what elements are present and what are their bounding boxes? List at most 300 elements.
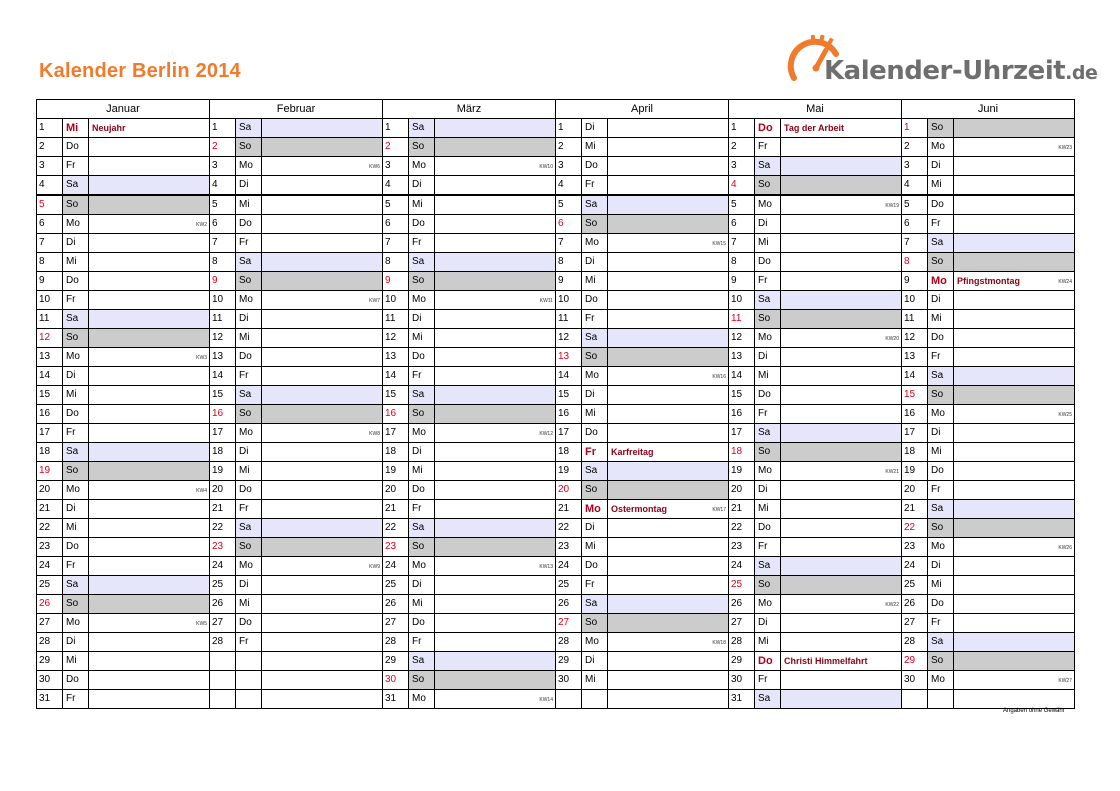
day-note (262, 329, 383, 348)
day-note (781, 500, 902, 519)
weekday: Fr (755, 671, 781, 690)
day-note (262, 652, 383, 671)
day-note (954, 310, 1075, 329)
day-note (435, 557, 556, 576)
day-note (262, 519, 383, 538)
weekday: Mi (928, 443, 954, 462)
logo-text: Kalender-Uhrzeit (824, 56, 1066, 86)
calendar-row (37, 557, 1075, 576)
weekday: Do (755, 386, 781, 405)
weekday: Di (928, 157, 954, 176)
day-number: 26 (210, 595, 236, 614)
weekday: Sa (755, 690, 781, 709)
weekday: Sa (409, 119, 435, 138)
weekday: So (928, 652, 954, 671)
weekday: Mi (755, 500, 781, 519)
day-note (781, 462, 902, 481)
day-note (89, 329, 210, 348)
day-number: 17 (37, 424, 63, 443)
day-note (262, 234, 383, 253)
disclaimer: Angaben ohne Gewähr (1003, 708, 1065, 714)
day-note (954, 595, 1075, 614)
day-note (262, 424, 383, 443)
day-note (781, 443, 902, 462)
weekday: Mi (236, 195, 262, 215)
day-number (902, 690, 928, 709)
day-number: 13 (383, 348, 409, 367)
weekday: Do (409, 614, 435, 633)
day-note (608, 652, 729, 671)
calendar-row (37, 329, 1075, 348)
weekday: Mo (236, 291, 262, 310)
day-number: 21 (37, 500, 63, 519)
weekday: Mi (582, 138, 608, 157)
day-number: 7 (37, 234, 63, 253)
day-note (435, 386, 556, 405)
weekday: Mi (63, 519, 89, 538)
day-note (608, 195, 729, 215)
day-number: 16 (729, 405, 755, 424)
weekday: Mo (755, 195, 781, 215)
weekday: Sa (63, 443, 89, 462)
day-number: 14 (383, 367, 409, 386)
day-number: 29 (902, 652, 928, 671)
day-note (89, 310, 210, 329)
day-note (781, 272, 902, 291)
calendar-row (37, 519, 1075, 538)
day-number: 13 (556, 348, 582, 367)
weekday: So (409, 671, 435, 690)
day-note (608, 633, 729, 652)
day-number: 15 (210, 386, 236, 405)
day-number: 24 (902, 557, 928, 576)
day-note (89, 348, 210, 367)
weekday: So (409, 538, 435, 557)
weekday: Fr (582, 310, 608, 329)
day-note (435, 367, 556, 386)
day-number: 14 (556, 367, 582, 386)
calendar-row (37, 367, 1075, 386)
day-number: 5 (383, 195, 409, 215)
weekday: Mo (928, 671, 954, 690)
calendar-table (36, 99, 1075, 709)
day-number: 24 (383, 557, 409, 576)
day-number: 7 (210, 234, 236, 253)
day-note (781, 614, 902, 633)
day-number: 28 (210, 633, 236, 652)
weekday: Di (63, 234, 89, 253)
day-number: 1 (383, 119, 409, 138)
day-number: 1 (902, 119, 928, 138)
weekday: Mo (409, 424, 435, 443)
weekday: Mo (409, 690, 435, 709)
week-number: KW26 (1058, 545, 1072, 551)
weekday: So (63, 195, 89, 215)
day-number: 26 (383, 595, 409, 614)
day-number: 10 (383, 291, 409, 310)
weekday: Mo (409, 557, 435, 576)
day-note (608, 424, 729, 443)
day-note (262, 272, 383, 291)
weekday: Mi (582, 671, 608, 690)
weekday: So (928, 519, 954, 538)
day-note (89, 157, 210, 176)
day-note (954, 443, 1075, 462)
day-note (435, 176, 556, 196)
day-note (608, 671, 729, 690)
day-number: 5 (729, 195, 755, 215)
weekday: Mi (755, 367, 781, 386)
day-note (954, 405, 1075, 424)
week-number: KW19 (885, 203, 899, 209)
weekday: Mo (582, 633, 608, 652)
weekday: Mo (63, 215, 89, 234)
day-number: 26 (729, 595, 755, 614)
holiday-name: Karfreitag (611, 447, 654, 457)
weekday: Mi (63, 652, 89, 671)
day-note (89, 538, 210, 557)
day-number: 9 (383, 272, 409, 291)
weekday: Fr (236, 234, 262, 253)
day-note (435, 157, 556, 176)
day-note (89, 234, 210, 253)
day-number: 3 (210, 157, 236, 176)
day-number: 22 (556, 519, 582, 538)
day-number: 25 (210, 576, 236, 595)
day-number (210, 652, 236, 671)
day-note (89, 671, 210, 690)
day-number: 5 (210, 195, 236, 215)
weekday: Mi (63, 253, 89, 272)
day-note (608, 462, 729, 481)
weekday: Di (582, 119, 608, 138)
day-number: 25 (902, 576, 928, 595)
day-number: 18 (37, 443, 63, 462)
weekday: Mi (928, 176, 954, 196)
weekday: Fr (409, 633, 435, 652)
day-note (781, 424, 902, 443)
weekday: Sa (755, 291, 781, 310)
day-note (262, 481, 383, 500)
day-note (954, 614, 1075, 633)
month-header: April (556, 100, 729, 119)
day-note (89, 215, 210, 234)
day-number: 25 (383, 576, 409, 595)
day-note (262, 443, 383, 462)
day-note (435, 595, 556, 614)
calendar-row (37, 253, 1075, 272)
weekday: Fr (63, 157, 89, 176)
weekday: Mi (236, 462, 262, 481)
calendar-row (37, 481, 1075, 500)
day-number: 18 (556, 443, 582, 462)
day-number: 29 (556, 652, 582, 671)
calendar-row (37, 310, 1075, 329)
day-note (89, 405, 210, 424)
weekday: Mi (582, 405, 608, 424)
day-note (89, 690, 210, 709)
day-number: 19 (556, 462, 582, 481)
page-title: Kalender Berlin 2014 (39, 60, 241, 82)
day-note (608, 595, 729, 614)
day-note (954, 576, 1075, 595)
day-number: 20 (210, 481, 236, 500)
day-number: 1 (729, 119, 755, 138)
day-number: 5 (556, 195, 582, 215)
weekday: Sa (928, 500, 954, 519)
weekday: So (236, 405, 262, 424)
day-number: 27 (902, 614, 928, 633)
day-number: 9 (37, 272, 63, 291)
week-number: KW17 (712, 507, 726, 513)
day-note (954, 176, 1075, 196)
weekday: Fr (928, 215, 954, 234)
day-note (954, 329, 1075, 348)
day-note (781, 519, 902, 538)
weekday: Mi (63, 119, 89, 138)
calendar-row (37, 119, 1075, 138)
day-number: 23 (210, 538, 236, 557)
weekday: Fr (409, 367, 435, 386)
day-number: 2 (902, 138, 928, 157)
weekday: Do (928, 195, 954, 215)
week-number: KW6 (369, 164, 380, 170)
day-note (435, 652, 556, 671)
month-header: Mai (729, 100, 902, 119)
day-number: 2 (210, 138, 236, 157)
weekday: Mo (63, 481, 89, 500)
week-number: KW9 (369, 564, 380, 570)
calendar-row (37, 386, 1075, 405)
day-number: 6 (383, 215, 409, 234)
weekday: Mi (409, 329, 435, 348)
day-number: 18 (383, 443, 409, 462)
day-number: 29 (37, 652, 63, 671)
day-note (262, 215, 383, 234)
day-note (89, 253, 210, 272)
weekday: Mi (755, 633, 781, 652)
weekday: Mi (928, 576, 954, 595)
day-number: 11 (383, 310, 409, 329)
weekday: Fr (928, 614, 954, 633)
day-note (89, 138, 210, 157)
weekday: Sa (409, 386, 435, 405)
day-note (262, 386, 383, 405)
day-note (608, 690, 729, 709)
day-note (262, 614, 383, 633)
weekday: Mo (236, 157, 262, 176)
day-note (781, 576, 902, 595)
weekday: Sa (409, 652, 435, 671)
day-note (954, 234, 1075, 253)
calendar-row (37, 576, 1075, 595)
day-number: 28 (383, 633, 409, 652)
day-number: 20 (729, 481, 755, 500)
weekday: Di (755, 215, 781, 234)
calendar-row (37, 157, 1075, 176)
day-number: 7 (383, 234, 409, 253)
day-number: 19 (902, 462, 928, 481)
day-note (954, 272, 1075, 291)
day-note (954, 557, 1075, 576)
day-number: 10 (556, 291, 582, 310)
day-note (608, 215, 729, 234)
day-note (781, 119, 902, 138)
day-number: 13 (210, 348, 236, 367)
weekday: Mi (409, 595, 435, 614)
day-number: 27 (383, 614, 409, 633)
day-note (262, 195, 383, 215)
day-number: 14 (210, 367, 236, 386)
weekday: Sa (63, 176, 89, 196)
weekday: So (582, 614, 608, 633)
weekday: Sa (928, 633, 954, 652)
day-number: 4 (729, 176, 755, 196)
weekday: Sa (409, 519, 435, 538)
weekday: Do (755, 519, 781, 538)
day-note (89, 424, 210, 443)
weekday: Do (755, 652, 781, 671)
day-note (781, 557, 902, 576)
weekday: So (755, 176, 781, 196)
day-note (608, 500, 729, 519)
holiday-name: Neujahr (92, 123, 126, 133)
weekday: Fr (409, 234, 435, 253)
day-number: 23 (729, 538, 755, 557)
day-note (435, 443, 556, 462)
day-number: 20 (556, 481, 582, 500)
weekday: Mo (928, 272, 954, 291)
week-number: KW14 (539, 697, 553, 703)
day-number: 12 (383, 329, 409, 348)
day-note (608, 348, 729, 367)
weekday: So (755, 310, 781, 329)
weekday: Sa (582, 462, 608, 481)
weekday: Sa (236, 253, 262, 272)
weekday: Fr (582, 443, 608, 462)
day-note (435, 234, 556, 253)
day-number: 3 (383, 157, 409, 176)
weekday: Mi (582, 538, 608, 557)
day-number: 25 (556, 576, 582, 595)
day-number: 19 (383, 462, 409, 481)
month-header: Juni (902, 100, 1075, 119)
month-header: März (383, 100, 556, 119)
day-note (435, 462, 556, 481)
day-note (262, 367, 383, 386)
day-number: 8 (37, 253, 63, 272)
weekday: Do (582, 557, 608, 576)
day-note (781, 690, 902, 709)
day-number: 15 (383, 386, 409, 405)
weekday: Do (63, 671, 89, 690)
day-number: 11 (210, 310, 236, 329)
day-note (262, 671, 383, 690)
weekday: Sa (236, 386, 262, 405)
weekday: Do (928, 329, 954, 348)
day-note (435, 119, 556, 138)
day-number: 11 (729, 310, 755, 329)
day-note (89, 291, 210, 310)
day-note (435, 272, 556, 291)
day-number: 9 (729, 272, 755, 291)
day-number: 3 (556, 157, 582, 176)
day-number: 30 (556, 671, 582, 690)
weekday: Sa (755, 557, 781, 576)
day-note (954, 671, 1075, 690)
day-number: 12 (37, 329, 63, 348)
weekday: Di (755, 614, 781, 633)
day-note (262, 157, 383, 176)
day-note (781, 595, 902, 614)
day-number: 31 (729, 690, 755, 709)
day-note (262, 253, 383, 272)
weekday: Fr (755, 272, 781, 291)
day-note (435, 424, 556, 443)
weekday: Fr (63, 690, 89, 709)
day-number: 18 (729, 443, 755, 462)
day-note (89, 519, 210, 538)
day-note (89, 272, 210, 291)
day-number: 23 (556, 538, 582, 557)
day-note (435, 500, 556, 519)
day-note (262, 500, 383, 519)
day-number: 5 (902, 195, 928, 215)
day-note (435, 690, 556, 709)
calendar-row (37, 424, 1075, 443)
weekday: Mo (63, 348, 89, 367)
weekday: Do (236, 614, 262, 633)
day-number: 10 (210, 291, 236, 310)
weekday: Di (582, 519, 608, 538)
day-number: 8 (729, 253, 755, 272)
month-header: Januar (37, 100, 210, 119)
day-number: 6 (37, 215, 63, 234)
day-number: 24 (556, 557, 582, 576)
day-number: 18 (902, 443, 928, 462)
day-number: 7 (729, 234, 755, 253)
day-number: 21 (556, 500, 582, 519)
weekday: Fr (582, 176, 608, 196)
day-number (210, 690, 236, 709)
weekday: Fr (928, 481, 954, 500)
day-number: 22 (210, 519, 236, 538)
day-number: 3 (37, 157, 63, 176)
day-note (89, 176, 210, 196)
weekday: So (755, 443, 781, 462)
weekday: Fr (755, 138, 781, 157)
day-number: 28 (729, 633, 755, 652)
weekday: Mo (409, 157, 435, 176)
weekday: So (409, 405, 435, 424)
day-number: 23 (902, 538, 928, 557)
day-note (89, 195, 210, 215)
week-number: KW18 (712, 640, 726, 646)
day-number: 3 (902, 157, 928, 176)
site-logo[interactable] (786, 34, 1098, 94)
weekday: Di (409, 176, 435, 196)
day-number: 22 (383, 519, 409, 538)
day-number: 4 (383, 176, 409, 196)
day-note (608, 443, 729, 462)
weekday: Di (63, 633, 89, 652)
day-number: 25 (729, 576, 755, 595)
day-note (89, 443, 210, 462)
day-note (89, 595, 210, 614)
day-note (954, 633, 1075, 652)
weekday: Do (409, 481, 435, 500)
day-number: 10 (37, 291, 63, 310)
